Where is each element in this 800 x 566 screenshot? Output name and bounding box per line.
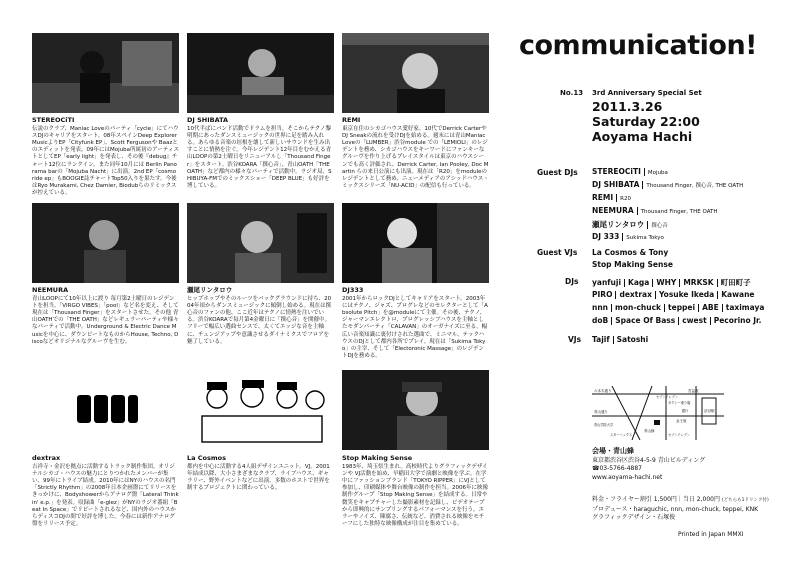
divider bbox=[637, 207, 638, 215]
dj-name: MRKSK bbox=[683, 278, 714, 287]
dj-name: Pecorino Jr. bbox=[713, 316, 762, 325]
bio-text: 都内を中心に活動する4人組デザインユニット。VJ。2001年結成以降、大小さまざまなクラブ、ライブハウス、ギャラリー、野外イベントなどに出演。多数のホストで世界を制するプロジェクトに関わっている。 bbox=[187, 464, 330, 492]
guest-vj-line1: La Cosmos & Tony bbox=[592, 248, 669, 257]
dj-name: Kaga bbox=[628, 278, 650, 287]
bio-text: ヒップホップやそのルーツをバックグラウンドに持ち、2004年頃からダンスミュージックに傾倒し始める。現在は撰心音のファンの他、ここ近年はテクノに情熱を注いでいる。渋谷KOARAで毎月第4金曜日に「撰心音」を開催中。フリーで幅広い選曲センスで、太くてエッジな音を主軸に、チェンジアップや意識させるダイナミクスでフロアを魅了している。 bbox=[187, 296, 332, 345]
djs-row bbox=[592, 316, 762, 325]
stop-making-sense-photo bbox=[342, 370, 489, 450]
dj-name: 町田町子 bbox=[720, 278, 751, 287]
venue-marker bbox=[654, 420, 660, 425]
fee-note: (どちらも1ドリンク付) bbox=[721, 498, 769, 503]
divider bbox=[717, 291, 718, 299]
divider bbox=[717, 279, 718, 287]
stereociti-photo bbox=[32, 33, 179, 113]
divider bbox=[655, 291, 656, 299]
bio-name: Stop Making Sense bbox=[342, 454, 413, 462]
venue-address: 東京都渋谷区渋谷4-5-9 青山ビルディング bbox=[592, 456, 706, 464]
seo-rintaro-photo-art bbox=[187, 203, 334, 283]
dj333-photo-art bbox=[342, 203, 489, 283]
dj-name: doB bbox=[592, 316, 609, 325]
fee-text: 料金・フライヤー割引 1,500円｜当日 2,000円 bbox=[592, 496, 720, 503]
divider bbox=[615, 291, 616, 299]
vj-name: Tajif bbox=[592, 335, 610, 344]
remi-photo bbox=[342, 33, 489, 113]
guest-dj-name: REMI bbox=[592, 193, 614, 202]
divider bbox=[616, 194, 617, 202]
map-label: セブンイレブン bbox=[656, 395, 678, 399]
guest-dj-row bbox=[592, 219, 668, 230]
dj-name: nnn bbox=[592, 303, 609, 312]
guest-dj-row bbox=[592, 232, 664, 241]
divider bbox=[710, 317, 711, 325]
bio-seo-rintaro bbox=[187, 287, 334, 346]
neemura-photo-art bbox=[32, 203, 179, 283]
map-label: 金王坂 bbox=[676, 419, 687, 423]
vj-name: Satoshi bbox=[616, 335, 649, 344]
bio-name: DJ333 bbox=[342, 286, 364, 294]
bio-stop-making-sense bbox=[342, 455, 489, 528]
dj-name: mon-chuck bbox=[615, 303, 662, 312]
guest-dj-from: Mojuba bbox=[647, 170, 668, 176]
djs-row bbox=[592, 290, 755, 299]
vjs-row bbox=[592, 335, 648, 344]
bio-dj333 bbox=[342, 287, 489, 360]
stop-making-sense-photo-art bbox=[342, 370, 489, 450]
event-venue: Aoyama Hachi bbox=[592, 129, 693, 144]
bio-text: 10代半ばにバンド活動でドラムを担当。そこからテクノ黎明期にあったダンスミュージックの世界に足を踏み入れる。あらゆる音楽の垣根を壊して新しいサウンドを生み出すことに情熱を注ぐ。今年レジデント12年目をむかえる青山LOOPの第2土曜日をリニューアルし「Thousand Finger」をスタート。渋谷KOARA「撰心音」、青山OATH「THE OATH」など都内の様々なパーティで活動中。ラジオ局、SHIBUYA-FMでのミックスショー「DEEP BLUE」も好評を博している。 bbox=[187, 126, 332, 189]
map-label: 六本木通り bbox=[594, 389, 612, 393]
dj-name: taximaya bbox=[725, 303, 765, 312]
la-cosmos-illustration-art bbox=[187, 370, 334, 450]
bio-name: NEEMURA bbox=[32, 286, 69, 294]
dj333-photo bbox=[342, 203, 489, 283]
venue-map bbox=[592, 386, 724, 440]
guest-dj-row bbox=[592, 206, 718, 215]
bio-text: 伝説のクラブ、Maniac Loveのパーティ「cycle」にてハウスDJのキャリアをスタート。08年スペインDeep Explorer MusicよりEP「Cityfunk EP」、Scott Fergusonや Baazとのエディットを発表。09年にはMojuba所属初のアーティストとしてEP「early light」を発表し、その後『debug』チャート12位にランクイン。また同年10月には Berlin Panorama barの「Mojuba Nacht」に出演。2nd EP「cosmo ride ep」もBOOGIE誌チャートTop50入りを果たす。今後はRyo Murakami, Chez Damier, Biodubらのリミックスが控えている。 bbox=[32, 126, 179, 196]
divider bbox=[698, 304, 699, 312]
producer-text: プロデュース・haraguchic, nnn, mon-chuck, teppei, KNK bbox=[592, 505, 759, 513]
bio-remi bbox=[342, 117, 489, 190]
dj-name: Yosuke Ikeda bbox=[658, 290, 715, 299]
fee-info bbox=[592, 496, 769, 523]
dj-name: WHY bbox=[656, 278, 677, 287]
divider bbox=[664, 304, 665, 312]
event-number: No.13 bbox=[560, 89, 584, 97]
dj-name: yanfuji bbox=[592, 278, 622, 287]
map-label: セブンイレブン bbox=[668, 433, 690, 437]
event-time: Saturday 22:00 bbox=[592, 114, 700, 129]
event-subtitle: 3rd Anniversary Special Set bbox=[592, 89, 702, 97]
divider bbox=[624, 279, 625, 287]
bio-text: 東京在住のシカゴハウス愛好家。10代でDerrick CarterやDJ Sneakの流れを受けDJを始める。週末には青山Maniac Loveの「LUMBER」渋谷module での「LEMIOLI」のレジデントを務め、シカゴハウスをキーワードにファンキーなグルーヴを作り上げるプレイスタイルは東京のハウスシーンでも高く評価され、Derrick Carter, Ian Pooley, Doc Martin らの来日公演にも出演。現在は「R20」をmoduleのレジデントとして務め、ニューメディアのアシッドハウス・ミックスシリーズ「NU-ACID」の配信も行っている。 bbox=[342, 126, 489, 189]
bio-text: 2001年からロックDJとしてキャリアをスタート。2003年にはテクノ、ジャズ、プログレなどのセレクターとして「Absolute Pitch」を@moduleにて主催。その後、テクノ、ジャーマンエレクトロ、プログレッシブハウスを主軸としたモダンパーティ「CALAVAN」のオーガナイズに至る。幅広い音楽知識に裏付けされた選曲で、ミニマル、テックハウスのDJとして都内各所でプレイ。現在は「Sukima Tokyo」の主宰、そして「Electoronic Massage」のレジデントDJを務める。 bbox=[342, 296, 488, 359]
dj-name: teppei bbox=[668, 303, 696, 312]
map-label: 渋谷駅 bbox=[704, 409, 715, 413]
guest-vj-line2: Stop Making Sense bbox=[592, 260, 673, 269]
dj-shibata-photo-art bbox=[187, 33, 334, 113]
venue-url[interactable]: www.aoyama-hachi.net bbox=[592, 473, 663, 481]
divider bbox=[679, 279, 680, 287]
djs-row bbox=[592, 303, 764, 312]
guest-dj-from: Sukima Tokyo bbox=[626, 235, 664, 241]
guest-dj-row bbox=[592, 167, 668, 176]
map-label: 青山通り bbox=[594, 410, 608, 414]
venue-name: 会場・青山蜂 bbox=[592, 447, 634, 455]
divider bbox=[613, 336, 614, 344]
dextrax-logo bbox=[32, 370, 179, 450]
divider bbox=[611, 317, 612, 325]
dextrax-logo-art bbox=[32, 370, 179, 450]
divider bbox=[644, 168, 645, 176]
guest-vjs-label: Guest VJs bbox=[537, 248, 578, 257]
guest-dj-name: DJ SHIBATA bbox=[592, 180, 640, 189]
bio-name: STEREOCiTI bbox=[32, 116, 75, 124]
divider bbox=[678, 317, 679, 325]
stereociti-photo-art bbox=[32, 33, 179, 113]
page-title: communication! bbox=[519, 30, 757, 61]
vjs-label: VJs bbox=[568, 335, 582, 344]
djs-row bbox=[592, 277, 751, 288]
bio-name: La Cosmos bbox=[187, 454, 227, 462]
guest-dj-from: R20 bbox=[620, 196, 631, 202]
guest-dj-row bbox=[592, 193, 631, 202]
la-cosmos-illustration bbox=[187, 370, 334, 450]
bio-stereociti bbox=[32, 117, 179, 197]
map-label: スターバックス bbox=[610, 433, 633, 437]
divider bbox=[622, 233, 623, 241]
guest-dj-name: STEREOCiTI bbox=[592, 167, 641, 176]
venue-tel: ☎03-5766-4887 bbox=[592, 465, 642, 472]
printed-note: Printed in Japan MMXI bbox=[678, 531, 744, 538]
bio-dextrax bbox=[32, 455, 179, 528]
map-label: 青山学院大学 bbox=[594, 423, 614, 427]
divider bbox=[647, 221, 648, 229]
djs-label: DJs bbox=[565, 277, 579, 286]
dj-shibata-photo bbox=[187, 33, 334, 113]
dj-name: cwest bbox=[682, 316, 707, 325]
bio-text: 1983年、埼玉県生まれ。高校時代よりグラフィックデザインや VJ活動を始め、早稲田大学で演劇と映像を学ぶ。在学中にファッションブランド「TOKYO RIPPER」にVJとして参加し、印刷媒体や舞台映像の制作を担当。2006年に映像制作グループ「Stop Making Sense」を結成する。日常や微笑をキャプチャーした撮影素材を記録し、ビデオテープから即興的にサンプリングするパフォーマンスを行う。エラーやノイズ、陳腐さ、伝統など、消費される映像をモチーフにした独特な映像構成が注目を集めている。 bbox=[342, 464, 488, 527]
dj-name: ABE bbox=[702, 303, 719, 312]
guest-dj-name: 瀬尾リンタロウ bbox=[592, 220, 645, 229]
seo-rintaro-photo bbox=[187, 203, 334, 283]
divider bbox=[611, 304, 612, 312]
dj-name: PIRO bbox=[592, 290, 613, 299]
guest-dj-row bbox=[592, 180, 743, 189]
bio-name: 瀬尾リンタロウ bbox=[187, 286, 233, 294]
bio-name: dextrax bbox=[32, 454, 61, 462]
guest-djs-label: Guest DJs bbox=[537, 168, 578, 177]
map-label: 銀行 bbox=[682, 409, 689, 413]
remi-photo-art bbox=[342, 33, 489, 113]
bio-la-cosmos bbox=[187, 455, 334, 492]
guest-dj-from: Thousand Finger, 撰心音, THE OATH bbox=[646, 183, 744, 189]
bio-dj-shibata bbox=[187, 117, 334, 190]
guest-dj-from: Thousand Finger, THE OATH bbox=[640, 209, 718, 215]
map-label: タクシー乗り場 bbox=[668, 401, 691, 405]
guest-dj-from: 撰心音 bbox=[651, 223, 668, 229]
neemura-photo bbox=[32, 203, 179, 283]
bio-name: REMI bbox=[342, 116, 361, 124]
divider bbox=[642, 181, 643, 189]
map-label: 青山蜂 bbox=[644, 429, 655, 433]
dj-name: dextrax bbox=[619, 290, 652, 299]
design-text: グラフィックデザイン・石塚俊 bbox=[592, 514, 676, 521]
dj-name: Space Of Bass bbox=[615, 316, 676, 325]
map-label: 宮益坂 bbox=[688, 389, 699, 393]
bio-neemura bbox=[32, 287, 179, 346]
guest-dj-name: NEEMURA bbox=[592, 206, 634, 215]
bio-name: DJ SHIBATA bbox=[187, 116, 229, 124]
venue-info bbox=[592, 447, 705, 482]
event-date: 2011.3.26 bbox=[592, 99, 663, 114]
bio-text: 吉祥寺・金沢を拠点に活動するトラック制作集団。オリジナルシカゴ・ハウスの魅力にとりつかれたメンバーが集い、99年にトライブ結成。2010年にはNYのハウスの名門「Strictly Rhythm」の2008年日本企画盤にてリリースをきっかけに、Bodyshowerからアナログ盤「Lateral Thinkin' e.p.」を発表。収録曲「e-glez」がNYのラジオ番組「Beat In Space」でリピートされるなど、国内外のハウスからディスコDJの間で好評を博した。今春には新作アナログ盤をリリース予定。 bbox=[32, 464, 179, 527]
dj-name: Kawane bbox=[721, 290, 755, 299]
divider bbox=[652, 279, 653, 287]
bio-text: 青山LOOPにて10年以上に渡り 毎月第2土曜日のレジデントを担当。「VIRGO VIBES」「pool」など名を変え、そして現在は「Thousand Finger」をスタートさせた。その他 青山OATHでの「THE OATH」などレギュラーパーティや様々なパーティで活動中。Underground & Electric Dance Musicを中心に、ダウンビートなものからHouse, Techno, Discoなどオリジナルなグルーヴを生む。 bbox=[32, 296, 179, 345]
guest-dj-name: DJ 333 bbox=[592, 232, 620, 241]
divider bbox=[722, 304, 723, 312]
